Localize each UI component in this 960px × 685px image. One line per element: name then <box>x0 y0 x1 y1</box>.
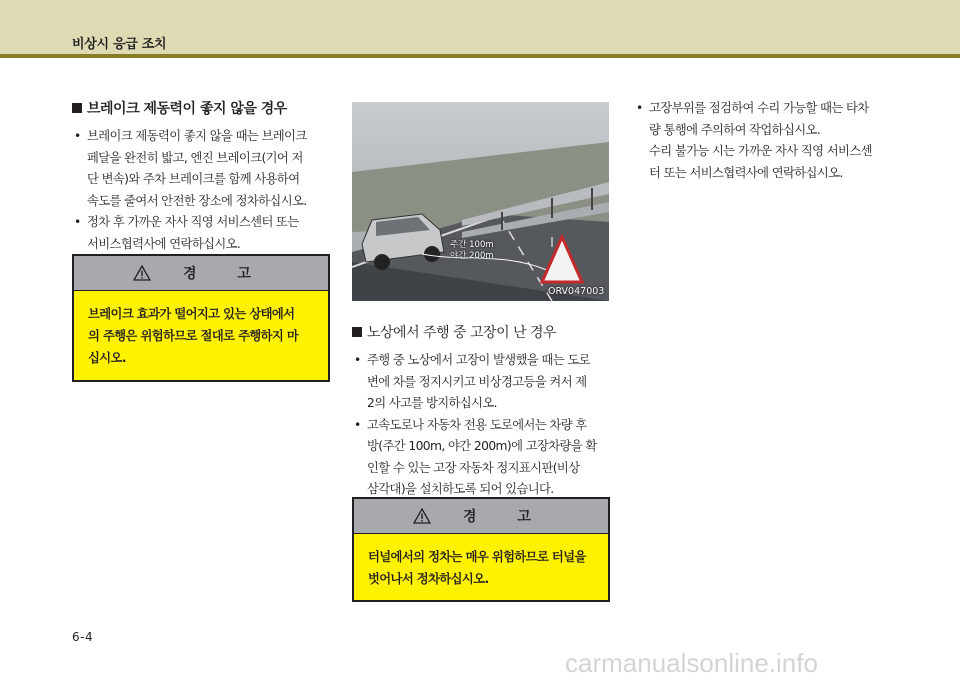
warning-text: 터널에서의 정차는 매우 위험하므로 터널을 벗어나서 정차하십시오. <box>368 550 586 586</box>
right-column: • 고장부위를 점검하여 수리 가능할 때는 타차 량 통행에 주의하여 작업하십시오. 수리 불가능 시는 가까운 자사 직영 서비스센 터 또는 서비스협력사에 연락하십시오. <box>634 98 896 184</box>
list-item: • 주행 중 노상에서 고장이 발생했을 때는 도로 변에 차를 정지시키고 비상경고등을 켜서 제 2의 사고를 방지하십시오. <box>352 350 610 415</box>
repair-bullet-list <box>634 98 896 141</box>
list-item: • 브레이크 제동력이 좋지 않을 때는 브레이크 페달을 완전히 밟고, 엔진 브레이크(기어 저 단 변속)와 주차 브레이크를 함께 사용하여 속도를 줄여서 안전한 장소에 정차하십시오. <box>72 126 330 212</box>
chapter-title: 비상시 응급 조치 <box>72 37 167 52</box>
roadside-breakdown-photo <box>352 102 609 301</box>
left-column <box>72 98 330 255</box>
warning-header: 경 고 <box>74 256 328 291</box>
header-rule <box>0 54 960 58</box>
distance-label: 주간 100m 야간 200m <box>450 240 494 261</box>
square-bullet-icon <box>72 103 82 113</box>
list-item: • 정차 후 가까운 자사 직영 서비스센터 또는 서비스협력사에 연락하십시오. <box>72 212 330 255</box>
warning-box-brake <box>72 254 330 382</box>
brake-bullet-list <box>72 126 330 255</box>
bullet-dot-icon: • <box>354 417 361 432</box>
breakdown-bullet-list <box>352 350 610 501</box>
list-item: • 고장부위를 점검하여 수리 가능할 때는 타차 량 통행에 주의하여 작업하십시오. <box>634 98 896 141</box>
bullet-dot-icon: • <box>74 215 81 229</box>
warning-triangle-icon <box>413 508 431 524</box>
warning-text: 브레이크 효과가 떨어지고 있는 상태에서 의 주행은 위험하므로 절대로 주행하지 마 십시오. <box>88 307 299 365</box>
bullet-dot-icon: • <box>74 129 81 143</box>
warning-header: 경 고 <box>354 499 608 534</box>
warning-box-tunnel <box>352 497 610 602</box>
bullet-dot-icon: • <box>354 353 361 367</box>
watermark: carmanualsonline.info <box>565 648 818 678</box>
square-bullet-icon <box>352 327 362 337</box>
section-title-breakdown: 노상에서 주행 중 고장이 난 경우 <box>352 322 610 342</box>
middle-column <box>352 322 610 501</box>
page-number: 6-4 <box>72 630 94 644</box>
photo-code: ORV047003 <box>548 286 605 297</box>
warning-triangle-icon <box>133 265 151 281</box>
bullet-dot-icon: • <box>636 101 643 115</box>
section-title-brake: 브레이크 제동력이 좋지 않을 경우 <box>72 98 330 118</box>
list-item: • 고속도로나 자동차 전용 도로에서는 차량 후 방(주간 100m, 야간 200m)에 고장차량을 확 인할 수 있는 고장 자동차 정지표시판(비상 삼각대)을 설치하도록 되어 있습니다. <box>352 415 610 501</box>
